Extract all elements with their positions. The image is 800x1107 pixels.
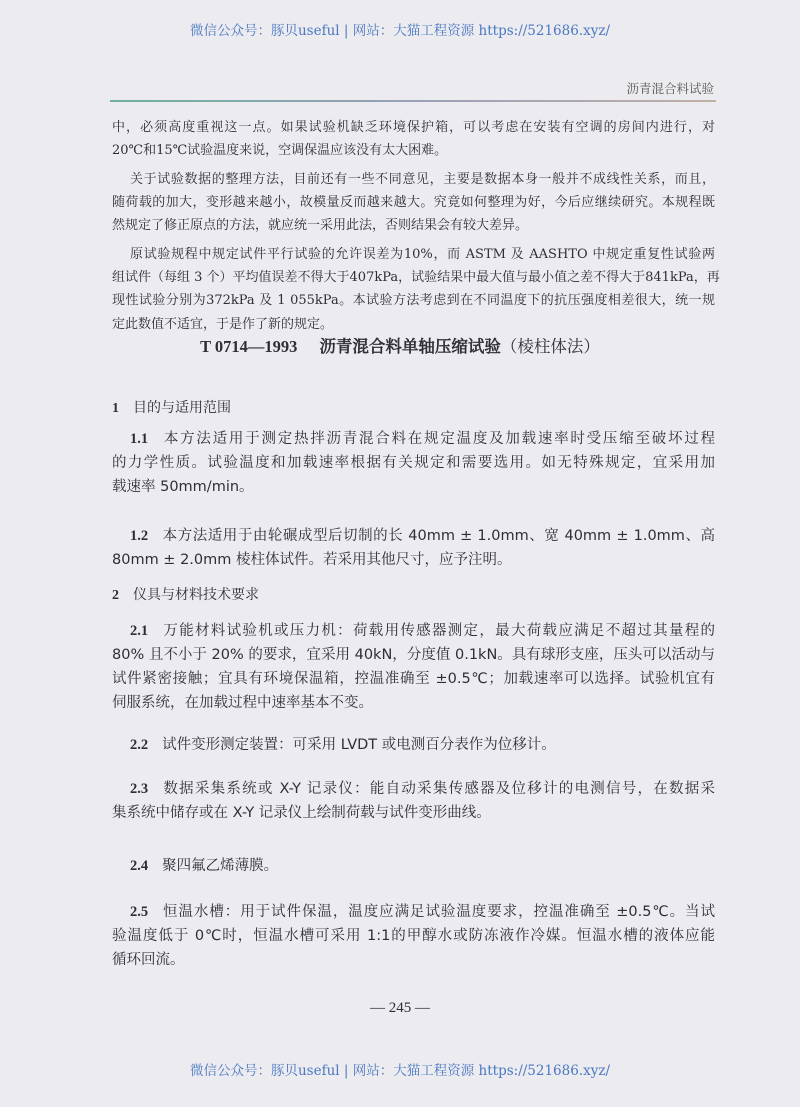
clause-text: 本方法适用于测定热拌沥青混合料在规定温度及加载速率时受压缩至破坏过程 [162, 431, 715, 447]
clause-line [130, 780, 715, 798]
clause-line: 80% 且不小于 20% 的要求，宜采用 40kN，分度值 0.1kN。具有球形支座，压头可以活动与 [112, 647, 715, 663]
intro-line: 原试验规程中规定试件平行试验的允许误差为10%，而 ASTM 及 AASHTO 中规定重复性试验两 [130, 247, 715, 262]
clause-line [130, 736, 715, 754]
clause-text: 本方法适用于由轮碾成型后切制的长 40mm ± 1.0mm、宽 40mm ± 1.0mm、高 [162, 528, 715, 544]
clause-line [130, 903, 715, 921]
clause-line: 载速率 50mm/min。 [112, 479, 254, 495]
running-header: 沥青混合料试验 [626, 81, 714, 96]
intro-line: 然规定了修正原点的方法，就应统一采用此法，否则结果会有较大差异。 [112, 218, 529, 233]
section-number: 1 [112, 401, 119, 416]
section-number: 2 [112, 588, 119, 603]
intro-line: 组试件（每组 3 个）平均值误差不得大于407kPa，试验结果中最大值与最小值之差不得大于841kPa，再 [112, 270, 720, 285]
watermark-top: 微信公众号：豚贝useful | 网站：大猫工程资源 https://521686.xyz/ [189, 23, 611, 39]
clause-line [130, 857, 715, 875]
intro-line: 20℃和15℃试验温度来说，空调保温应该没有太大困难。 [112, 143, 448, 158]
header-rule [110, 100, 716, 102]
intro-line: 现性试验分别为372kPa 及 1 055kPa。本试验方法考虑到在不同温度下的抗压强度相差很大，统一规 [112, 293, 715, 308]
intro-line: 定此数值不适宜，于是作了新的规定。 [112, 317, 334, 332]
clause-number: 2.3 [130, 781, 149, 797]
standard-code: T 0714—1993 [200, 337, 298, 356]
clause-number: 2.4 [130, 858, 149, 874]
section-title-text: 仪具与材料技术要求 [133, 587, 259, 603]
clause-line: 试件紧密接触；宜具有环境保温箱，控温准确至 ±0.5℃；加载速率可以选择。试验机宜有 [112, 671, 715, 687]
clause-number: 2.5 [130, 904, 149, 920]
clause-line: 循环回流。 [112, 952, 185, 968]
intro-line: 中，必须高度重视这一点。如果试验机缺乏环境保护箱，可以考虑在安装有空调的房间内进行，对 [112, 120, 715, 135]
clause-text: 恒温水槽：用于试件保温，温度应满足试验温度要求，控温准确至 ±0.5℃。当试 [162, 904, 715, 920]
clause-number: 2.2 [130, 737, 149, 753]
title-method: （棱柱体法） [500, 337, 600, 356]
clause-line: 集系统中储存或在 X-Y 记录仪上绘制荷载与试件变形曲线。 [112, 805, 491, 821]
clause-line [130, 622, 715, 640]
section-heading [112, 397, 231, 417]
clause-line: 验温度低于 0℃时，恒温水槽可采用 1:1的甲醇水或防冻液作冷媒。恒温水槽的液体应能 [112, 928, 715, 944]
clause-line [130, 430, 715, 448]
clause-text: 试件变形测定装置：可采用 LVDT 或电测百分表作为位移计。 [162, 737, 556, 753]
section-title [0, 333, 800, 357]
clause-number: 1.2 [130, 528, 149, 544]
clause-line: 的力学性质。试验温度和加载速率根据有关规定和需要选用。如无特殊规定，宜采用加 [112, 455, 715, 471]
clause-line [130, 527, 715, 545]
clause-line: 伺服系统，在加载过程中速率基本不变。 [112, 695, 373, 711]
title-name: 沥青混合料单轴压缩试验 [319, 337, 501, 356]
watermark-bottom: 微信公众号：豚贝useful | 网站：大猫工程资源 https://521686.xyz/ [189, 1063, 611, 1079]
intro-line: 随荷载的加大，变形越来越小，故模量反而越来越大。究竟如何整理为好，今后应继续研究。本规程既 [112, 195, 715, 210]
section-title-text: 目的与适用范围 [133, 400, 231, 416]
clause-line: 80mm ± 2.0mm 棱柱体试件。若采用其他尺寸，应予注明。 [112, 552, 512, 568]
clause-number: 2.1 [130, 623, 149, 639]
clause-text: 数据采集系统或 X-Y 记录仪：能自动采集传感器及位移计的电测信号，在数据采 [162, 781, 715, 797]
clause-number: 1.1 [130, 431, 149, 447]
clause-text: 万能材料试验机或压力机：荷载用传感器测定，最大荷载应满足不超过其量程的 [162, 623, 715, 639]
page-number: — 245 — [370, 1000, 430, 1016]
clause-text: 聚四氟乙烯薄膜。 [162, 858, 279, 874]
section-heading [112, 584, 259, 604]
intro-line: 关于试验数据的整理方法，目前还有一些不同意见，主要是数据本身一般并不成线性关系，而且， [130, 172, 715, 187]
